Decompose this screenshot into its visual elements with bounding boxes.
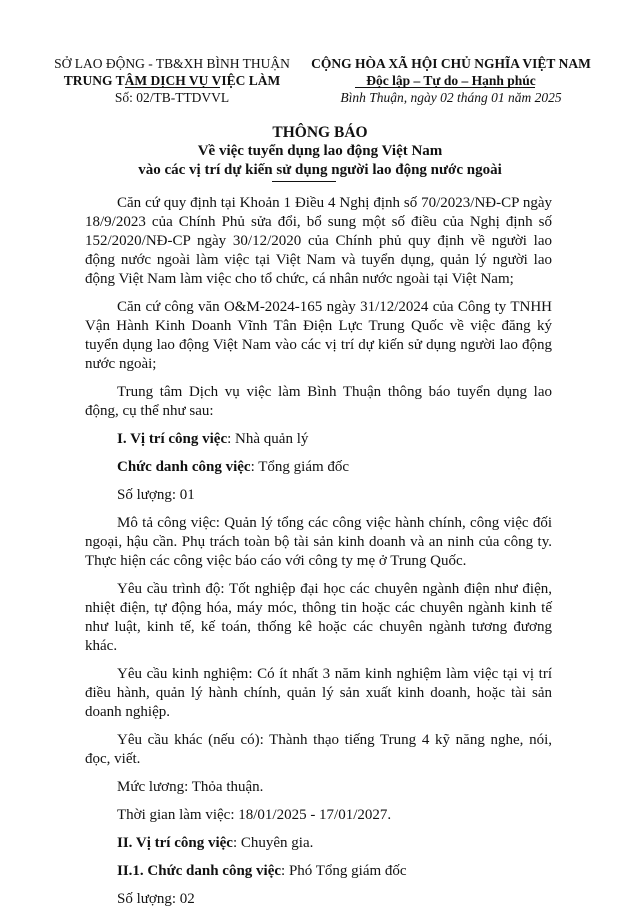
place-and-date: Bình Thuận, ngày 02 tháng 01 năm 2025: [340, 90, 562, 105]
section-2-heading-label: II. Vị trí công việc: [117, 835, 233, 851]
motto-underline: [355, 87, 535, 88]
center-name: TRUNG TÂM DỊCH VỤ VIỆC LÀM: [63, 73, 281, 88]
section-1-period: Thời gian làm việc: 18/01/2025 - 17/01/2027.: [117, 807, 392, 823]
legal-basis-paragraph-2: Căn cứ công văn O&M-2024-165 ngày 31/12/2024 của Công ty TNHH Vận Hành Kinh Doanh Vĩnh Tân Điện Lực Trung Quốc về việc đăng ký tuyển dụng lao động Việt Nam vào các vị trí dự kiến sử dụng người lao động nước ngoài;: [85, 299, 552, 372]
section-2-job-title: [85, 862, 552, 881]
agency-name: SỞ LAO ĐỘNG - TB&XH BÌNH THUẬN: [54, 56, 290, 71]
intro-paragraph: Trung tâm Dịch vụ việc làm Bình Thuận thông báo tuyển dụng lao động, cụ thể như sau:: [85, 384, 552, 419]
document-subtitle-line-1: Về việc tuyển dụng lao động Việt Nam: [197, 143, 443, 159]
section-1-description: Mô tả công việc: Quản lý tổng các công việc hành chính, công việc đối ngoại, hậu cần. Phụ trách toàn bộ tài sản kinh doanh và an ninh của công ty. Thực hiện các công việc báo cáo với công ty mẹ ở Trung Quốc.: [85, 515, 552, 569]
national-title: CỘNG HÒA XÃ HỘI CHỦ NGHĨA VIỆT NAM: [311, 56, 591, 71]
section-1-job-title-label: Chức danh công việc: [117, 459, 251, 475]
section-1-other-requirements: Yêu cầu khác (nếu có): Thành thạo tiếng Trung 4 kỹ năng nghe, nói, đọc, viết.: [85, 732, 552, 767]
document-body: [85, 194, 552, 909]
section-2-heading: [85, 834, 552, 853]
issuing-agency-block: [52, 55, 292, 106]
section-1-experience: Yêu cầu kinh nghiệm: Có ít nhất 3 năm kinh nghiệm làm việc tại vị trí điều hành, quản lý hành chính, quản lý sản xuất kinh doanh, hoặc tài sản doanh nghiệp.: [85, 666, 552, 720]
document-title-block: [60, 123, 580, 180]
section-2-heading-value: : Chuyên gia.: [232, 835, 314, 851]
section-1-education: Yêu cầu trình độ: Tốt nghiệp đại học các chuyên ngành điện như điện, nhiệt điện, tự động hóa, máy móc, thông tin hoặc các chuyên ngành kinh tế như luật, kinh tế, kế toán, thống kê hoặc các chuyên ngành tương đương khác.: [85, 581, 552, 654]
section-1-heading-value: : Nhà quản lý: [227, 431, 309, 447]
section-1-quantity: Số lượng: 01: [117, 487, 195, 503]
section-2-job-title-value: : Phó Tổng giám đốc: [281, 863, 407, 879]
section-1-heading-label: I. Vị trí công việc: [117, 431, 228, 447]
section-1-job-title: [85, 458, 552, 477]
document-title: THÔNG BÁO: [272, 124, 368, 141]
legal-basis-paragraph-1: Căn cứ quy định tại Khoản 1 Điều 4 Nghị định số 70/2023/NĐ-CP ngày 18/9/2023 của Chính Phủ sửa đổi, bổ sung một số điều của Nghị định số 152/2020/NĐ-CP ngày 30/12/2020 của Chính phủ quy định về người lao động nước ngoài làm việc tại Việt Nam và tuyển dụng, quản lý người lao động Việt Nam làm việc cho tổ chức, cá nhân nước ngoài tại Việt Nam;: [85, 195, 552, 287]
section-2-job-title-label: II.1. Chức danh công việc: [117, 863, 282, 879]
header-left-rule: [125, 87, 220, 88]
section-2-quantity: Số lượng: 02: [117, 891, 195, 907]
title-underline: [272, 181, 336, 182]
section-1-salary: Mức lương: Thỏa thuận.: [117, 779, 264, 795]
section-1-job-title-value: : Tổng giám đốc: [250, 459, 350, 475]
section-1-heading: [85, 430, 552, 449]
document-number: Số: 02/TB-TTDVVL: [114, 90, 230, 105]
document-subtitle-line-2: vào các vị trí dự kiến sử dụng người lao động nước ngoài: [138, 162, 502, 178]
national-header-block: [306, 55, 596, 106]
national-motto: Độc lập – Tự do – Hạnh phúc: [366, 73, 536, 88]
